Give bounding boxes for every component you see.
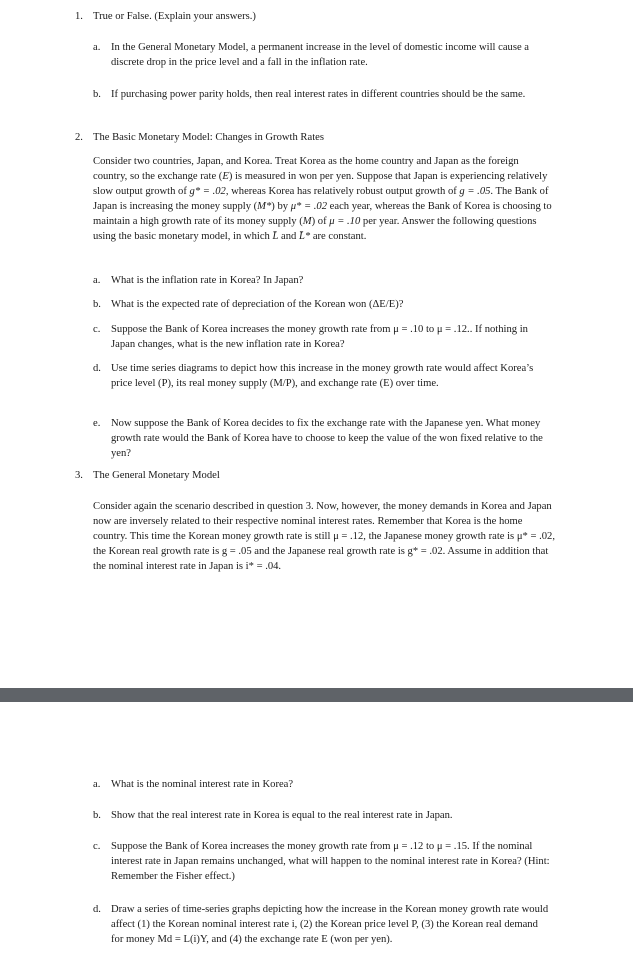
q1b-text: If purchasing power parity holds, then real interest rates in different countries should be the same. (111, 89, 526, 100)
q2c-label: c. (93, 324, 101, 335)
q2c-text: Suppose the Bank of Korea increases the money growth rate from μ = .10 to μ = .12.. If nothing in Japan changes, what is the new inflation rate in Korea? (111, 324, 528, 350)
q2d-text: Use time series diagrams to depict how this increase in the money growth rate would affect Korea’s price level (P), its real money supply (M/P), and exchange rate (E) over time. (111, 363, 534, 389)
q2-intro-math: M (302, 216, 312, 227)
q3b-text: Show that the real interest rate in Korea is equal to the real interest rate in Japan. (111, 810, 453, 821)
q1-number: 1. (75, 11, 83, 22)
q2a-text: What is the inflation rate in Korea? In Japan? (111, 275, 304, 286)
q2-intro-math: μ = .10 (329, 216, 361, 227)
q2-intro-part: , whereas Korea has relatively robust output growth of (225, 186, 460, 197)
q2-intro-part: ) by (271, 201, 291, 212)
q2-intro-part: and (278, 231, 299, 242)
q2-intro-paragraph (93, 154, 555, 244)
q2e-text: Now suppose the Bank of Korea decides to fix the exchange rate with the Japanese yen. What money growth rate would the Bank of Korea have to choose to keep the value of the won fixed relative to the yen? (111, 418, 543, 459)
q2-intro-math: M* (257, 201, 272, 212)
q2b-label: b. (93, 299, 101, 310)
q2-intro-math: E (222, 171, 229, 182)
q2-intro-part: ) is measured in won per yen. Suppose that Japan is experiencing relatively slow output growth of (93, 171, 548, 197)
q2-intro-part: . The Bank of Japan is increasing the money supply ( (93, 186, 549, 212)
q3-number: 3. (75, 470, 83, 481)
q1a-text: In the General Monetary Model, a permanent increase in the level of domestic income will cause a discrete drop in the price level and a fall in the inflation rate. (111, 42, 529, 68)
q2b-text: What is the expected rate of depreciation of the Korean won (ΔE/E)? (111, 299, 404, 310)
q2-intro-math: g* = .02 (189, 186, 226, 197)
q2e-label: e. (93, 418, 101, 429)
q2-number: 2. (75, 132, 83, 143)
q2-intro-math: L̄* (298, 231, 311, 242)
document-page-2 (0, 702, 633, 970)
q1a-label: a. (93, 42, 101, 53)
q1-title: True or False. (Explain your answers.) (93, 11, 256, 22)
q2-intro-math: g = .05 (459, 186, 491, 197)
q3-intro-paragraph: Consider again the scenario described in question 3. Now, however, the money demands in Korea and Japan now are inversely related to their respective nominal interest rates. Remember that Korea is the home country. This time the Korean money growth rate is still μ = .12, the Japanese money growth rate is μ* = .02, the Korean real growth rate is g = .05 and the Japanese real growth rate is g* = .02. Assume in addition that the nominal interest rate in Japan is i* = .04. (93, 501, 555, 572)
q2a-label: a. (93, 275, 101, 286)
q3c-label: c. (93, 841, 101, 852)
q3c-text: Suppose the Bank of Korea increases the money growth rate from μ = .12 to μ = .15. If the nominal interest rate in Japan remains unchanged, what will happen to the nominal interest rate in Korea? (Hint: Remember the Fisher effect.) (111, 841, 550, 882)
q2-intro-part: Consider two countries, Japan, and Korea. Treat Korea as the home country and Japan as the foreign country, so the exchange rate ( (93, 156, 519, 182)
q2-intro-part: per year. Answer the following questions using the basic monetary model, in which (93, 216, 537, 242)
page-divider (0, 688, 633, 702)
q2-intro-math: μ* = .02 (290, 201, 328, 212)
q2-intro-part: each year, whereas the Bank of Korea is choosing to maintain a high growth rate of its money supply ( (93, 201, 552, 227)
q3d-text: Draw a series of time-series graphs depicting how the increase in the Korean money growth rate would affect (1) the Korean nominal interest rate i, (2) the Korean price level P, (3) the Korean real demand for money Md = L(i)Y, and (4) the exchange rate E (won per yen). (111, 904, 549, 945)
q2-title: The Basic Monetary Model: Changes in Growth Rates (93, 132, 324, 143)
q2-intro-math: L̄ (272, 231, 279, 242)
q3a-text: What is the nominal interest rate in Korea? (111, 779, 294, 790)
q3a-label: a. (93, 779, 101, 790)
q2-intro-part: ) of (311, 216, 330, 227)
q3d-label: d. (93, 904, 101, 915)
q2d-label: d. (93, 363, 101, 374)
q3-title: The General Monetary Model (93, 470, 220, 481)
q3b-label: b. (93, 810, 101, 821)
q2-intro-part: are constant. (310, 231, 367, 242)
q1b-label: b. (93, 89, 101, 100)
